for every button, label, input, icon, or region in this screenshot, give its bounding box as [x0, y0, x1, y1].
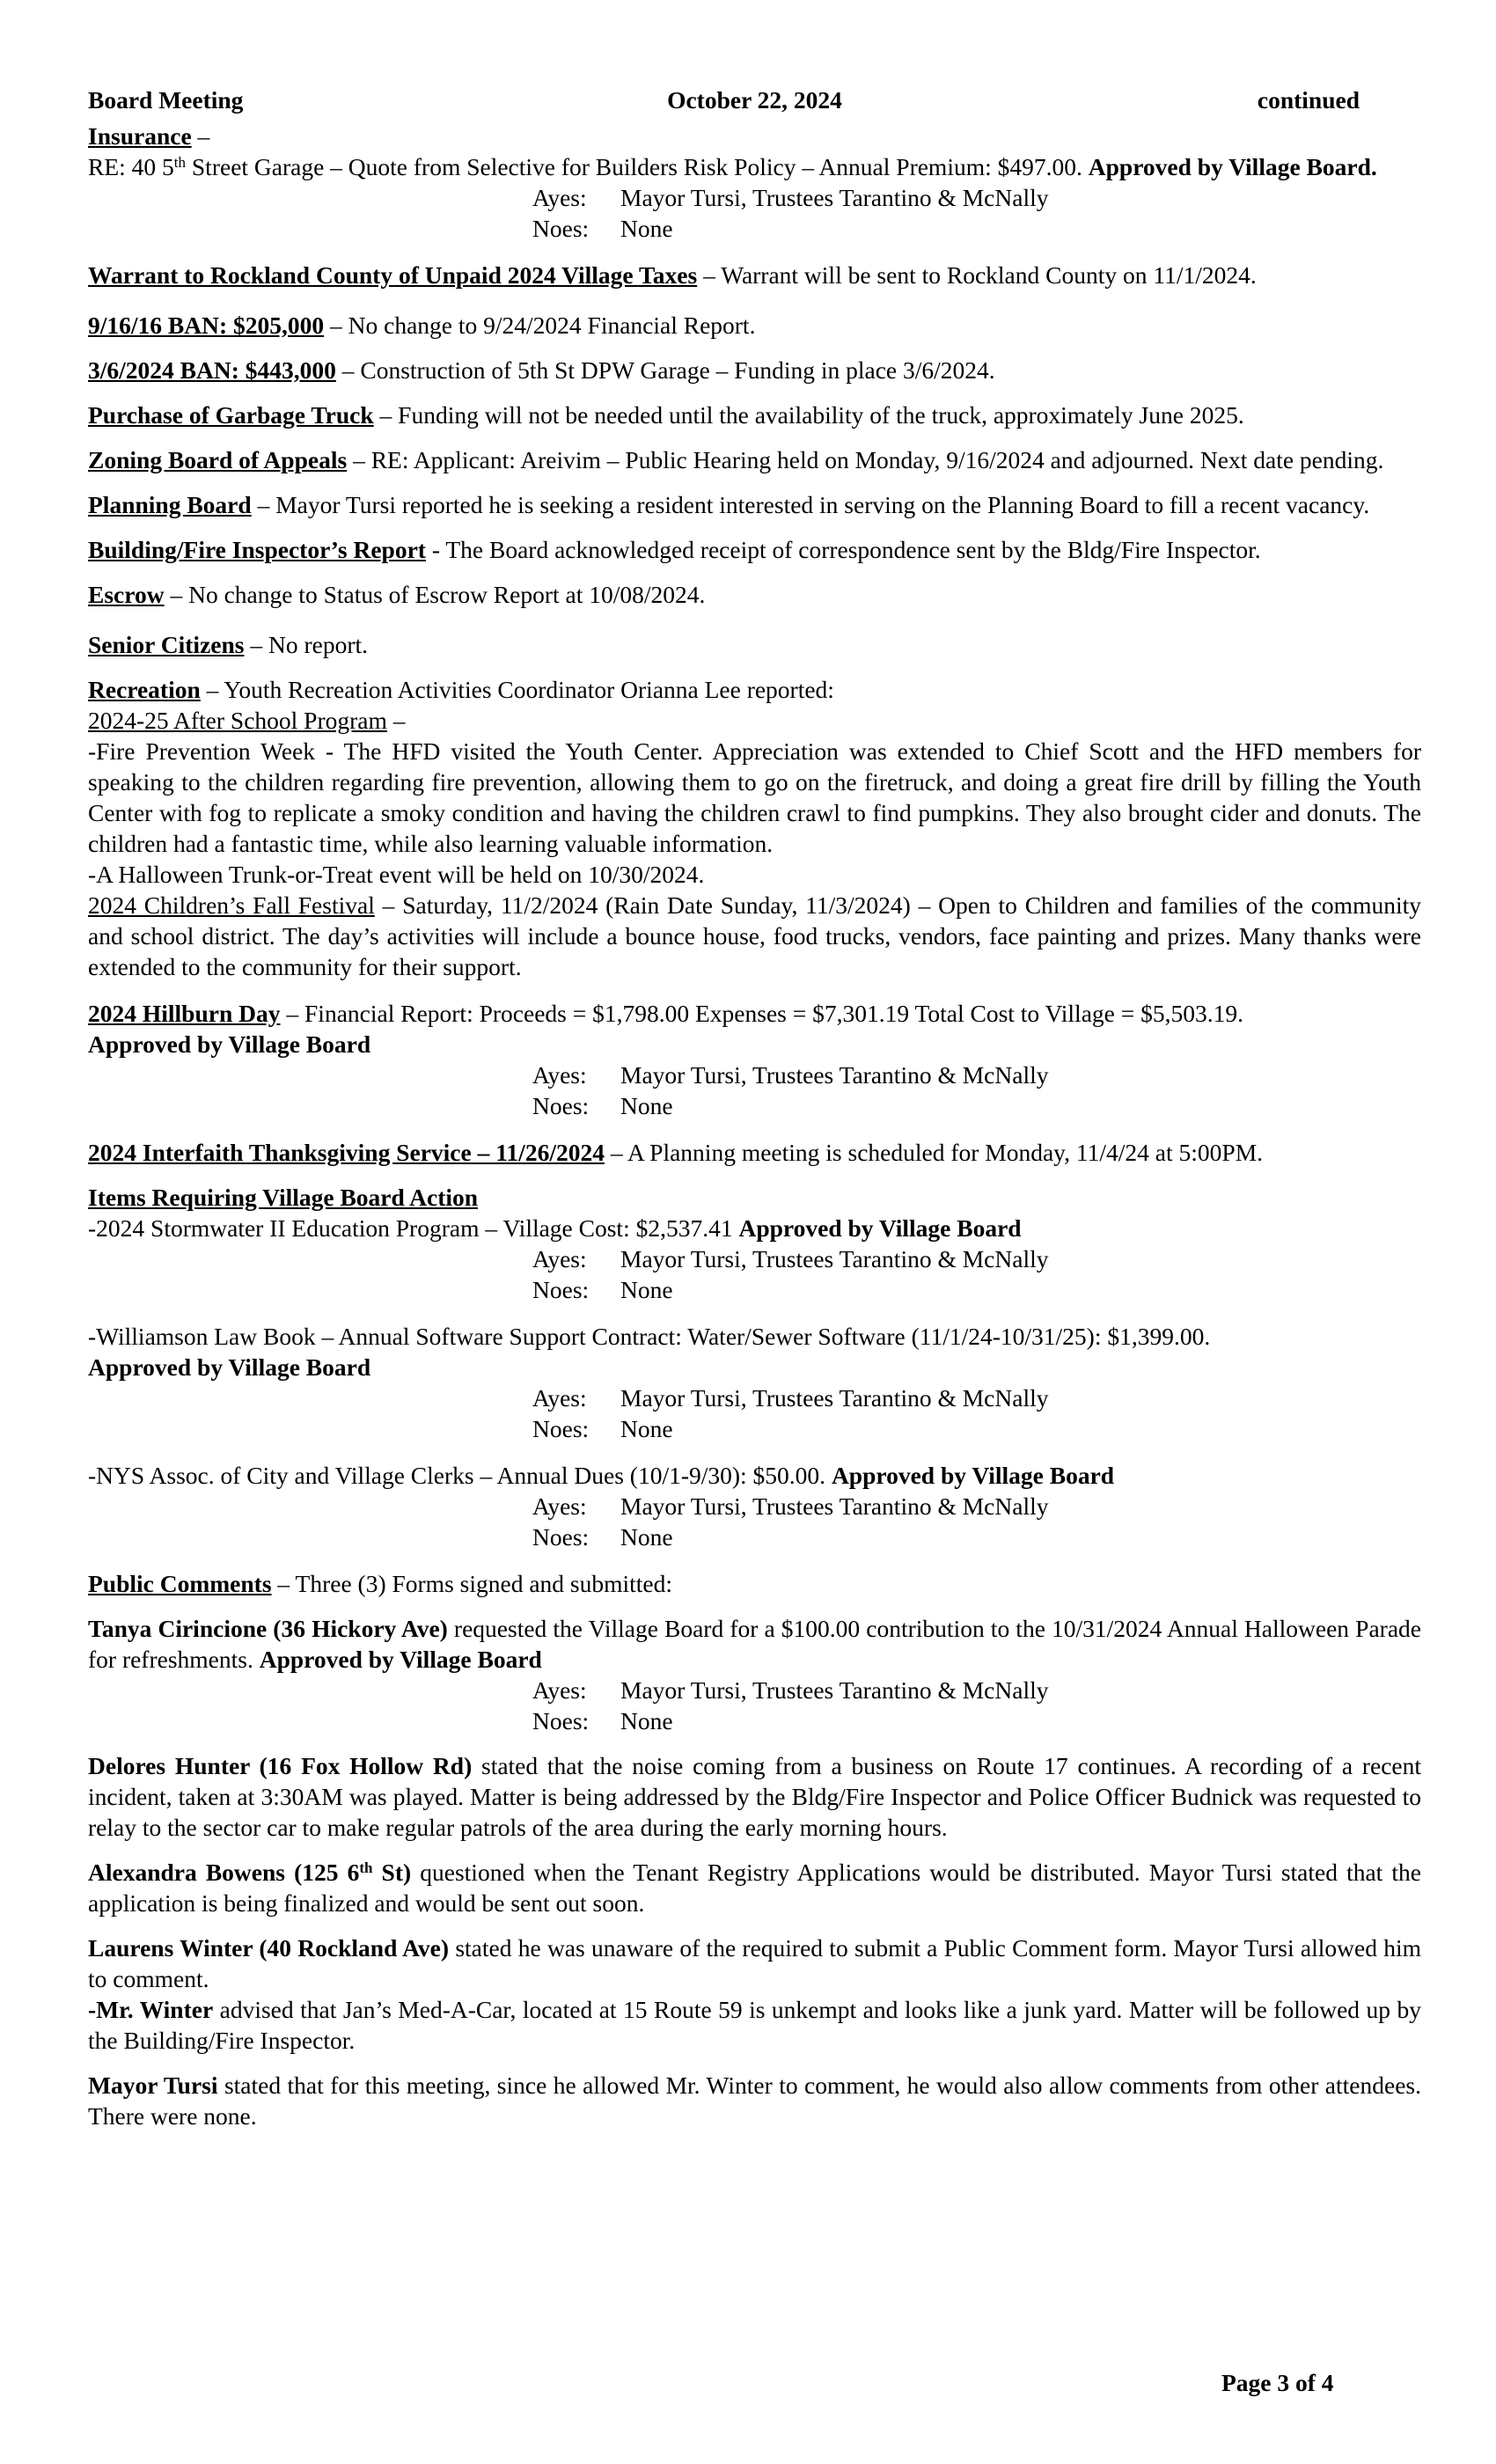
section-zba: Zoning Board of Appeals – RE: Applicant: Areivim – Public Hearing held on Monday, 9/16/2024 and adjourned. Next date pending. [88, 446, 1384, 473]
document-page [88, 84, 1421, 2145]
section-inspector-report: Building/Fire Inspector’s Report - The Board acknowledged receipt of correspondence sent by the Bldg/Fire Inspector. [88, 536, 1261, 563]
comment-mayor: Mayor Tursi stated that for this meeting, since he allowed Mr. Winter to comment, he would also allow comments from other attendees. There were none. [88, 2072, 1421, 2130]
comment-alexandra: Alexandra Bowens (125 6th St) questioned when the Tenant Registry Applications would be distributed. Mayor Tursi stated that the application is being finalized and would be sent out soon. [88, 1859, 1421, 1917]
page-number: Page 3 of 4 [1221, 2369, 1334, 2396]
section-public-comments: Public Comments – Three (3) Forms signed and submitted: [88, 1570, 673, 1597]
page-header [88, 84, 1421, 115]
section-board-action: Items Requiring Village Board Action -2024 Stormwater II Education Program – Village Cost: $2,537.41 Approved by Village Board Ayes: Mayor Tursi, Trustees Tarantino & McNally Noes: None [88, 1182, 1421, 1305]
section-warrant: Warrant to Rockland County of Unpaid 2024 Village Taxes – Warrant will be sent to Rockland County on 11/1/2024. [88, 261, 1257, 289]
header-date: October 22, 2024 [667, 86, 842, 114]
section-recreation: Recreation – Youth Recreation Activities Coordinator Orianna Lee reported: 2024-25 After School Program – -Fire Prevention Week - The HFD visited the Youth Center. Appreciation was extended to Chief Scott and the HFD members for speaking to the children regarding fire prevention, allowing them to go on the firetruck, and doing a great fire drill by filling the Youth Center with fog to replicate a smoky condition and having the children crawl to find pumpkins. They also brought cider and donuts. The children had a fantastic time, while also learning valuable information. -A Halloween Trunk-or-Treat event will be held on 10/30/2024. 2024 Children’s Fall Festival – Saturday, 11/2/2024 (Rain Date Sunday, 11/3/2024) – Open to Children and families of the community and school district. The day’s activities will include a bounce house, food trucks, vendors, face painting and prizes. Many thanks were extended to the community for their support. [88, 676, 1421, 980]
vote-block: Ayes: Mayor Tursi, Trustees Tarantino & McNally Noes: None [532, 1061, 1049, 1119]
header-continued: continued [1257, 86, 1360, 114]
section-senior-citizens: Senior Citizens – No report. [88, 631, 369, 658]
comment-delores: Delores Hunter (16 Fox Hollow Rd) stated that the noise coming from a business on Route 17 continues. A recording of a recent incident, taken at 3:30AM was played. Matter is being addressed by the Bldg/Fire Inspector and Police Officer Budnick was requested to relay to the sector car to make regular patrols of the area during the early morning hours. [88, 1752, 1421, 1841]
insurance-title: Insurance [88, 122, 192, 150]
section-nys-clerks: -NYS Assoc. of City and Village Clerks – Annual Dues (10/1-9/30): $50.00. Approved by Village Board Ayes: Mayor Tursi, Trustees Tarantino & McNally Noes: None [88, 1460, 1421, 1552]
section-ban-2024: 3/6/2024 BAN: $443,000 – Construction of 5th St DPW Garage – Funding in place 3/6/2024. [88, 356, 995, 384]
vote-block: Ayes: Mayor Tursi, Trustees Tarantino & McNally Noes: None [532, 184, 1049, 242]
section-insurance: Insurance – RE: 40 5th Street Garage – Quote from Selective for Builders Risk Policy – Annual Premium: $497.00. Approved by Village Board. Ayes: Mayor Tursi, Trustees Tarantino & McNally Noes: None [88, 121, 1421, 244]
section-hillburn-day: 2024 Hillburn Day – Financial Report: Proceeds = $1,798.00 Expenses = $7,301.19 Total Cost to Village = $5,503.19. Approved by Village Board Ayes: Mayor Tursi, Trustees Tarantino & McNally Noes: None [88, 998, 1421, 1121]
section-garbage-truck: Purchase of Garbage Truck – Funding will not be needed until the availability of the truck, approximately June 2025. [88, 401, 1244, 429]
vote-block: Ayes: Mayor Tursi, Trustees Tarantino & McNally Noes: None [532, 1492, 1049, 1551]
section-ban-2016: 9/16/16 BAN: $205,000 – No change to 9/24/2024 Financial Report. [88, 312, 756, 339]
comment-tanya: Tanya Cirincione (36 Hickory Ave) requested the Village Board for a $100.00 contribution to the 10/31/2024 Annual Halloween Parade for refreshments. Approved by Village Board Ayes: Mayor Tursi, Trustees Tarantino & McNally Noes: None [88, 1615, 1421, 1734]
comment-laurens: Laurens Winter (40 Rockland Ave) stated he was unaware of the required to submit a Public Comment form. Mayor Tursi allowed him to comment. -Mr. Winter advised that Jan’s Med-A-Car, located at 15 Route 59 is unkempt and looks like a junk yard. Matter will be followed up by the Building/Fire Inspector. [88, 1934, 1421, 2054]
vote-block: Ayes: Mayor Tursi, Trustees Tarantino & McNally Noes: None [532, 1245, 1049, 1303]
header-title: Board Meeting [88, 86, 244, 114]
vote-block: Ayes: Mayor Tursi, Trustees Tarantino & McNally Noes: None [532, 1384, 1049, 1442]
section-interfaith: 2024 Interfaith Thanksgiving Service – 11/26/2024 – A Planning meeting is scheduled for Monday, 11/4/24 at 5:00PM. [88, 1139, 1264, 1166]
section-escrow: Escrow – No change to Status of Escrow Report at 10/08/2024. [88, 581, 706, 608]
section-williamson: -Williamson Law Book – Annual Software Support Contract: Water/Sewer Software (11/1/24-10/31/25): $1,399.00. Approved by Village Board Ayes: Mayor Tursi, Trustees Tarantino & McNally Noes: None [88, 1321, 1421, 1444]
section-planning-board: Planning Board – Mayor Tursi reported he is seeking a resident interested in serving on the Planning Board to fill a recent vacancy. [88, 491, 1370, 518]
approved-text: Approved by Village Board. [1088, 153, 1377, 180]
vote-block: Ayes: Mayor Tursi, Trustees Tarantino & McNally Noes: None [532, 1676, 1049, 1734]
